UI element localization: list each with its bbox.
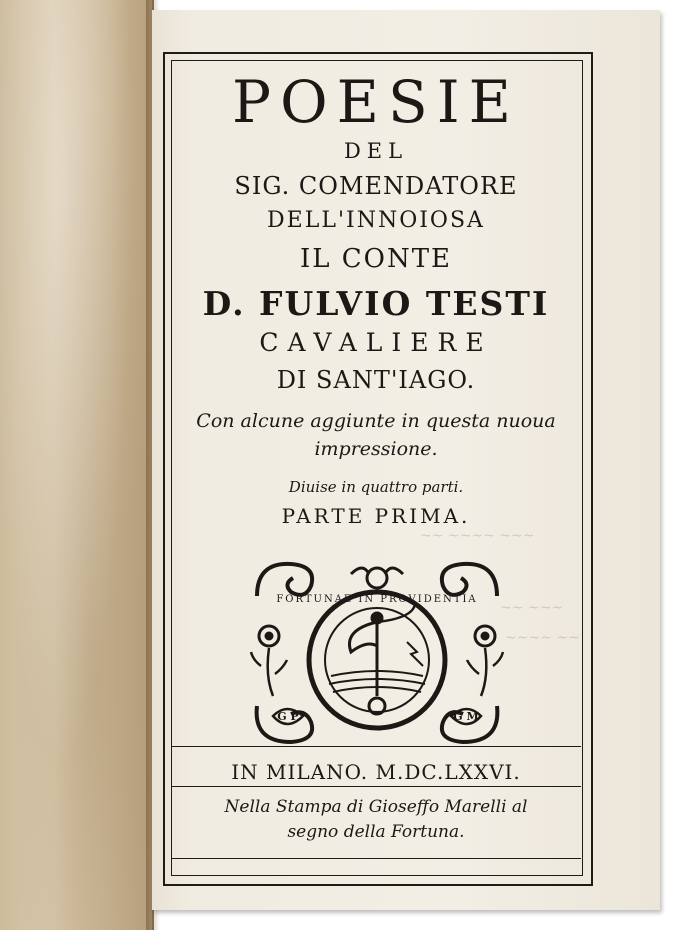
imprint-line: IN MILANO. M.DC.LXXVI. xyxy=(231,760,521,784)
bleed-through-handwriting: ~~ ~~~~ ~~~ xyxy=(420,528,535,544)
title-line-sig: SIG. COMENDATORE xyxy=(234,172,518,200)
part-label: PARTE PRIMA. xyxy=(281,504,471,528)
book-title: POESIE xyxy=(232,68,520,136)
title-line-dell: DELL'INNOIOSA xyxy=(267,208,485,233)
divider-rule xyxy=(171,858,581,859)
printers-device-emblem xyxy=(247,556,507,750)
printer-line-1: Nella Stampa di Gioseffo Marelli al xyxy=(224,797,528,817)
title-line-cavaliere: CAVALIERE xyxy=(259,328,493,357)
author-name: D. FULVIO TESTI xyxy=(202,284,550,323)
emblem-motto: FORTUNAE IN PROVIDENTIA xyxy=(276,594,478,605)
title-line-conte: IL CONTE xyxy=(299,244,453,274)
bleed-through-handwriting: ~~~~ ~~ xyxy=(505,630,580,646)
subtitle-line-1: Con alcune aggiunte in questa nuoua xyxy=(196,410,556,432)
bleed-through-handwriting: ~~ ~~~ xyxy=(500,600,564,616)
emblem-initials-right: G M xyxy=(453,710,479,723)
emblem-initials-left: G P xyxy=(277,710,299,723)
divider-rule xyxy=(171,786,581,787)
title-line-del: DEL xyxy=(343,139,409,163)
title-line-santiago: DI SANT'IAGO. xyxy=(276,366,476,394)
subtitle-line-2: impressione. xyxy=(314,438,438,460)
printer-line-2: segno della Fortuna. xyxy=(287,822,465,842)
divisions-note: Diuise in quattro parti. xyxy=(288,478,464,496)
book-cover-board xyxy=(0,0,154,930)
